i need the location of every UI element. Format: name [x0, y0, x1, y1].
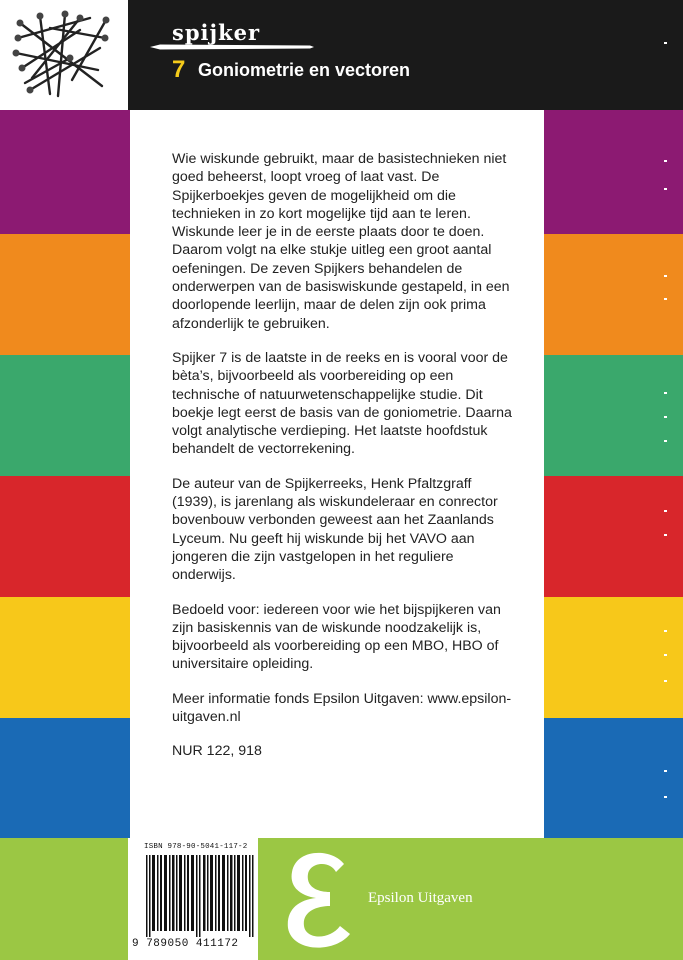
- tab-marker: [664, 770, 667, 772]
- book-subtitle: Goniometrie en vectoren: [198, 60, 411, 80]
- paragraph-spijker7: Spijker 7 is de laatste in de reeks en is vooral voor de bèta’s, bijvoorbeeld als voorbereiding op een technische of natuurwetenschappelijke studie. Dit boekje legt eerst de basis van de goniometrie. Daarna volgt analytische verdieping. Het laatste hoofdstuk behandelt de vectorrekening.: [172, 349, 512, 458]
- tab-marker: [664, 534, 667, 536]
- paragraph-nur: NUR 122, 918: [172, 743, 262, 760]
- tab-marker: [664, 680, 667, 682]
- nails-logo-icon: [10, 8, 110, 100]
- paragraph-audience: Bedoeld voor: iedereen voor wie het bijspijkeren van zijn basiskennis van de wiskunde noodzakelijk is, bijvoorbeeld als voorbereiding op een MBO, HBO of universitaire opleiding.: [172, 601, 501, 673]
- tab-marker: [664, 275, 667, 277]
- barcode-icon: [146, 855, 254, 937]
- tab-marker: [664, 654, 667, 656]
- header-black-banner: [128, 0, 683, 110]
- tab-marker: [664, 510, 667, 512]
- isbn-label: ISBN 978-90-5041-117-2: [144, 843, 248, 851]
- epsilon-logo-icon: [282, 842, 362, 956]
- barcode-digits: 9 789050 411172: [132, 938, 239, 950]
- paragraph-info: Meer informatie fonds Epsilon Uitgaven: www.epsilon-uitgaven.nl: [172, 690, 512, 726]
- tab-marker: [664, 796, 667, 798]
- tab-marker: [664, 188, 667, 190]
- paragraph-intro: Wie wiskunde gebruikt, maar de basistechnieken niet goed beheerst, loopt vroeg of laat vast. De Spijkerboekjes geven de mogelijkheid om die technieken in zo kort mogelijke tijd aan te leren. Wiskunde leer je in de eerste plaats door te doen. Daarom volgt na elke stukje uitleg een groot aantal oefeningen. De zeven Spijkers behandelen de onderwerpen van de basiswiskunde gestapeld, in een doorlopende leerlijn, maar de delen zijn ook prima afzonderlijk te gebruiken.: [172, 151, 510, 332]
- tab-marker: [664, 630, 667, 632]
- nail-line-icon: [150, 44, 314, 50]
- series-title: spijker: [172, 20, 261, 45]
- publisher-name: Epsilon Uitgaven: [368, 890, 473, 906]
- tab-marker: [664, 298, 667, 300]
- paragraph-author: De auteur van de Spijkerreeks, Henk Pfaltzgraff (1939), is jarenlang als wiskundeleraar en conrector bovenbouw verbonden geweest aan het Zaanlands Lyceum. Nu geeft hij wiskunde bij het VAVO aan jongeren die zijn vastgelopen in het reguliere onderwijs.: [172, 475, 498, 584]
- tab-marker: [664, 160, 667, 162]
- tab-marker: [664, 440, 667, 442]
- tab-marker: [664, 416, 667, 418]
- footer-green-left: [0, 838, 128, 960]
- tab-marker: [664, 42, 667, 44]
- volume-number: 7: [172, 56, 186, 83]
- blurb-text: [172, 150, 512, 777]
- tab-marker: [664, 392, 667, 394]
